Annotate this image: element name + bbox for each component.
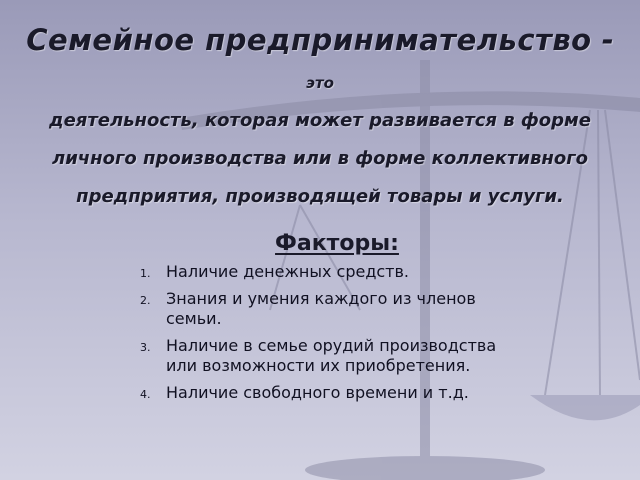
factor-text: Наличие в семье орудий производства или возможности их приобретения.	[166, 336, 497, 375]
factor-text: Наличие денежных средств.	[166, 262, 410, 281]
factor-item	[140, 383, 520, 403]
factor-number: 1.	[140, 267, 151, 280]
factor-item	[140, 262, 520, 282]
slide-title	[20, 20, 620, 210]
title-dash: -	[591, 23, 614, 57]
factors-list	[140, 262, 520, 410]
factor-text: Наличие свободного времени и т.д.	[166, 383, 469, 402]
factor-item	[140, 336, 520, 376]
factor-item	[140, 289, 520, 329]
title-definition: деятельность, которая может развивается в форме личного производства или в форме коллективного предприятия, производящей товары и услуги.	[49, 110, 591, 207]
title-small-word: это	[306, 74, 334, 92]
factor-text: Знания и умения каждого из членов семьи.	[166, 289, 476, 328]
factor-number: 4.	[140, 388, 151, 401]
factor-number: 2.	[140, 294, 151, 307]
title-main: Семейное предпринимательство	[26, 23, 592, 57]
factors-heading: Факторы:	[275, 231, 399, 256]
factor-number: 3.	[140, 341, 151, 354]
